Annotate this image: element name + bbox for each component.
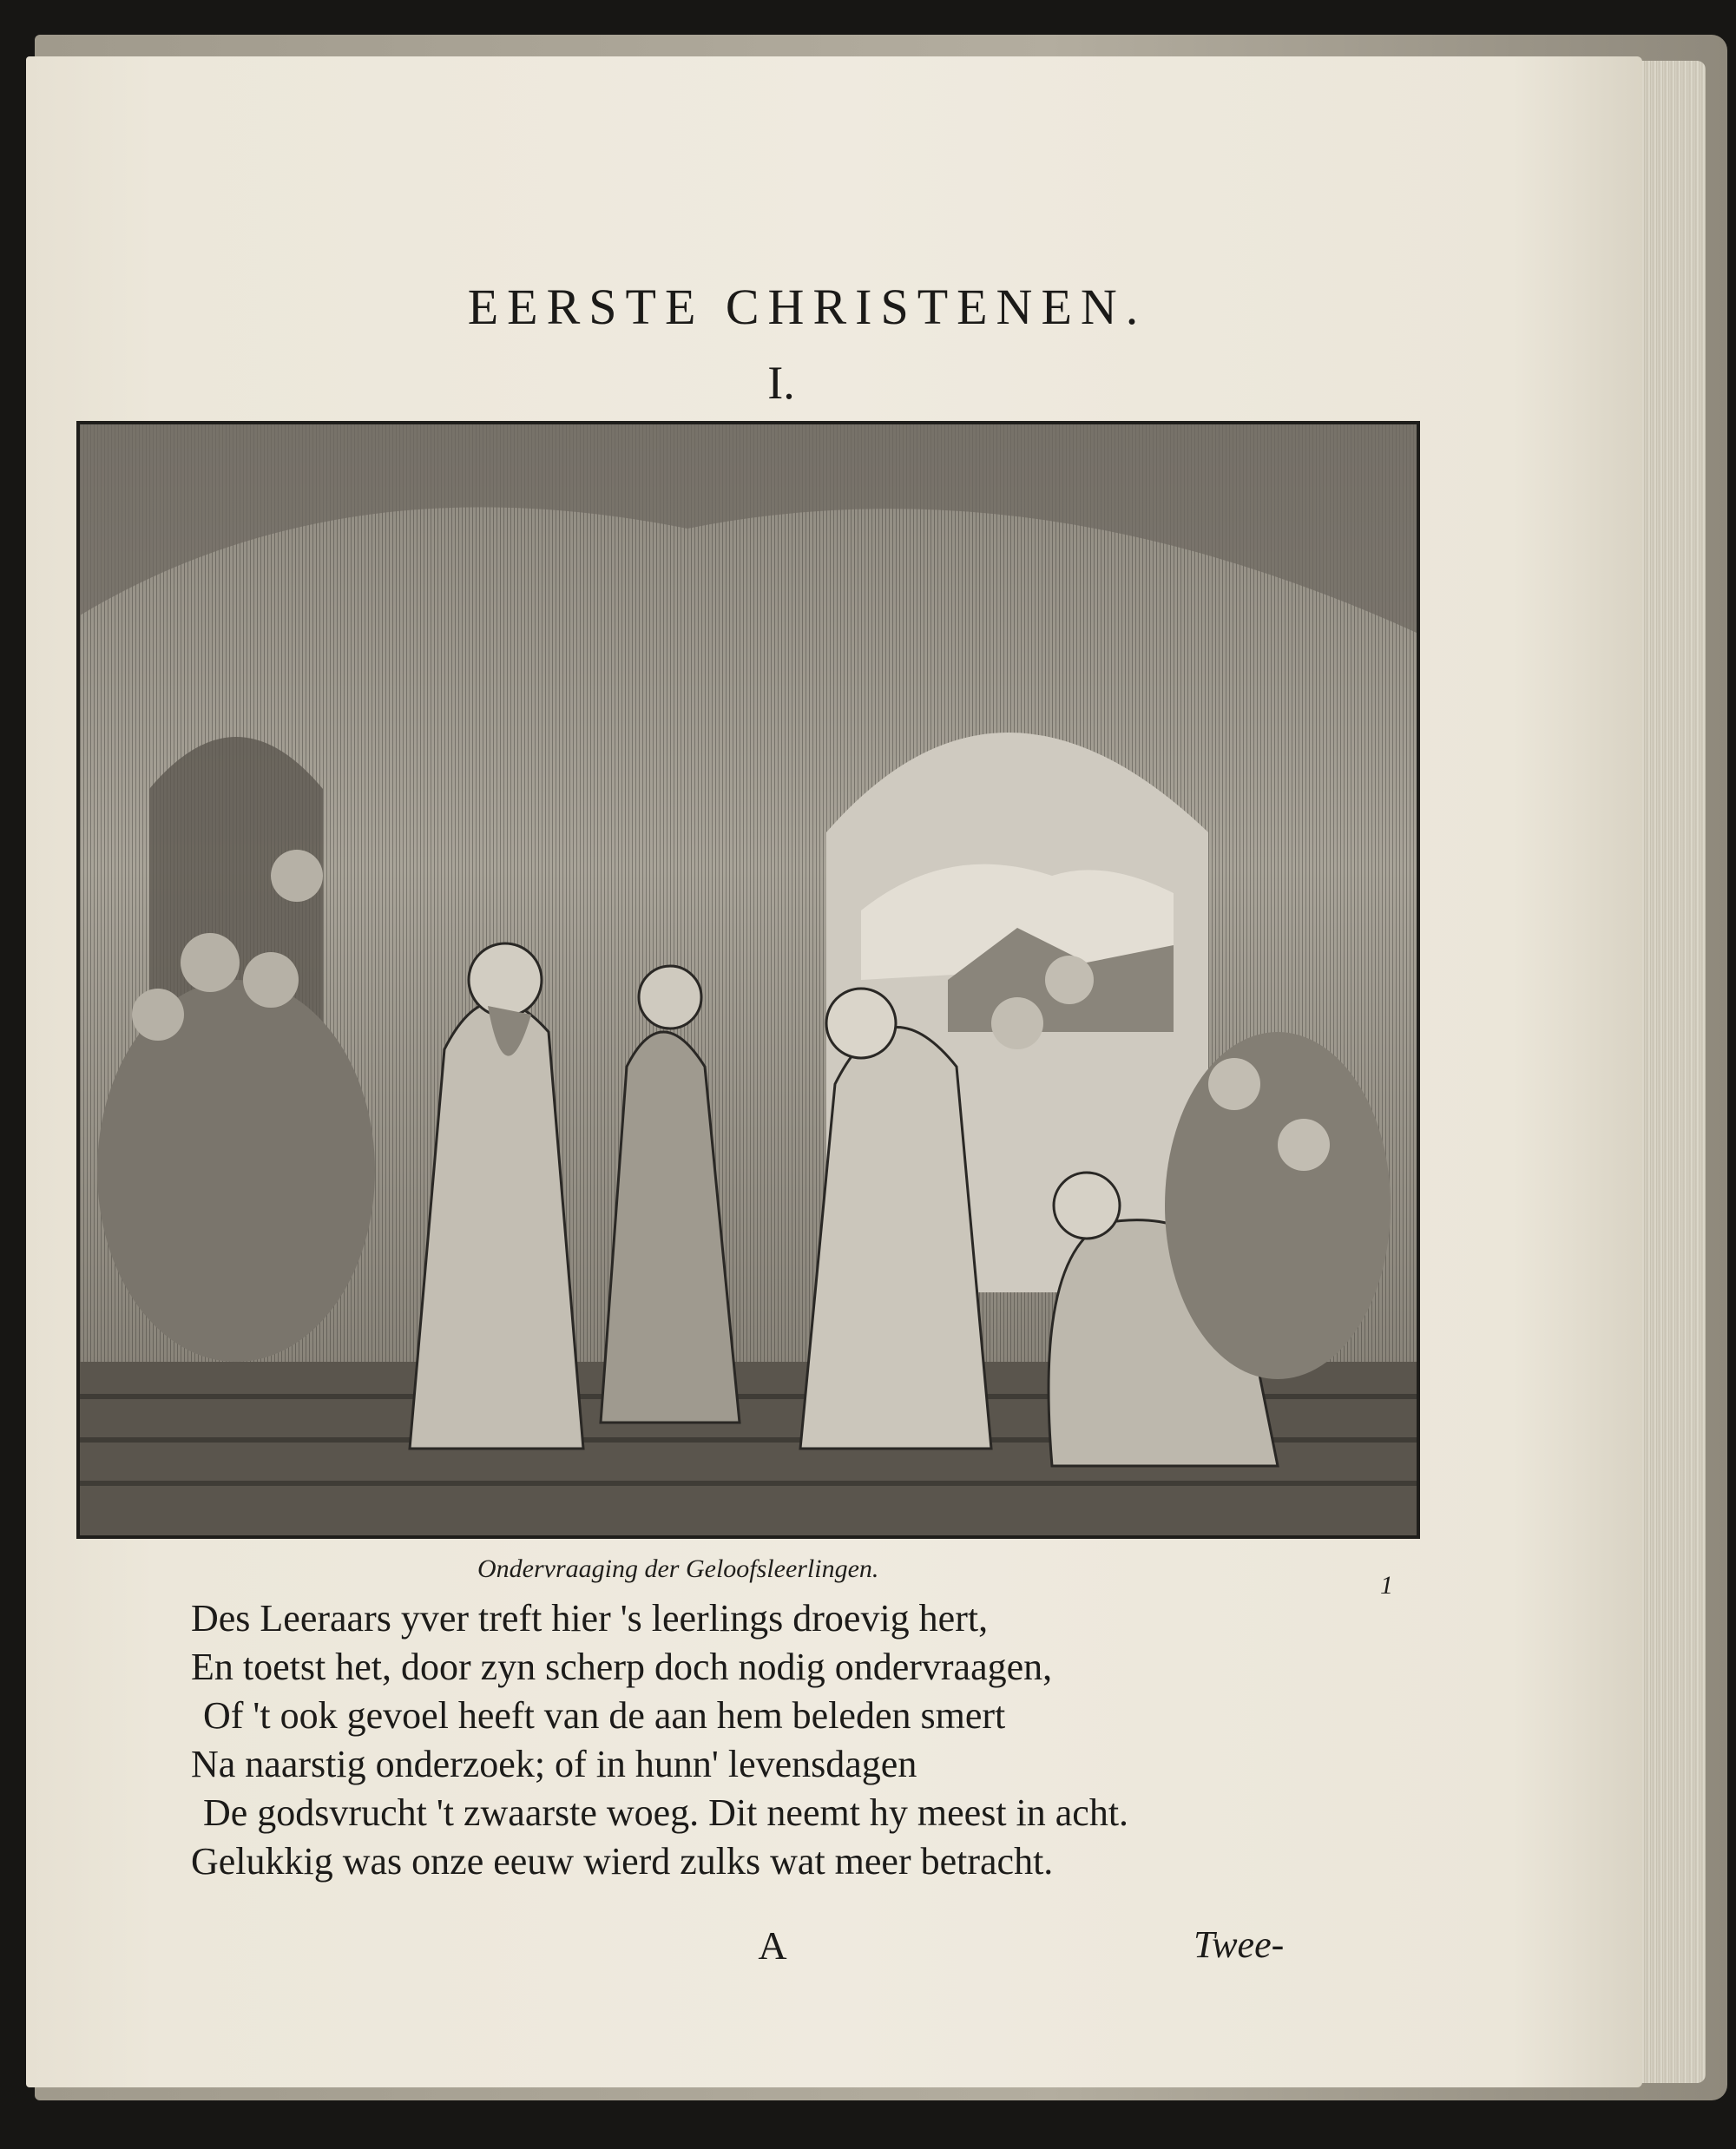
catchword: Twee- xyxy=(1194,1923,1285,1966)
engraving-drawing xyxy=(80,424,1417,1535)
poem-line: En toetst het, door zyn scherp doch nodig ondervraagen, xyxy=(191,1646,1053,1688)
engraving-caption: Ondervraaging der Geloofsleerlingen. xyxy=(477,1554,879,1583)
poem-line: Of 't ook gevoel heeft van de aan hem beleden smert xyxy=(203,1694,1006,1737)
signature-mark: A xyxy=(758,1923,787,1968)
book-page xyxy=(26,56,1642,2087)
running-header: EERSTE CHRISTENEN. xyxy=(467,279,1147,335)
poem-line: Gelukkig was onze eeuw wierd zulks wat meer betracht. xyxy=(191,1840,1054,1883)
plate-number: I. xyxy=(767,357,795,409)
poem-line: De godsvrucht 't zwaarste woeg. Dit neemt hy meest in acht. xyxy=(203,1791,1129,1834)
engraving-illustration xyxy=(76,421,1420,1539)
poem-line: Na naarstig onderzoek; of in hunn' levensdagen xyxy=(191,1743,917,1785)
poem xyxy=(191,1594,1345,1886)
poem-line: Des Leeraars yver treft hier 's leerlings droevig hert, xyxy=(191,1597,989,1640)
plate-index: 1 xyxy=(1380,1571,1393,1600)
